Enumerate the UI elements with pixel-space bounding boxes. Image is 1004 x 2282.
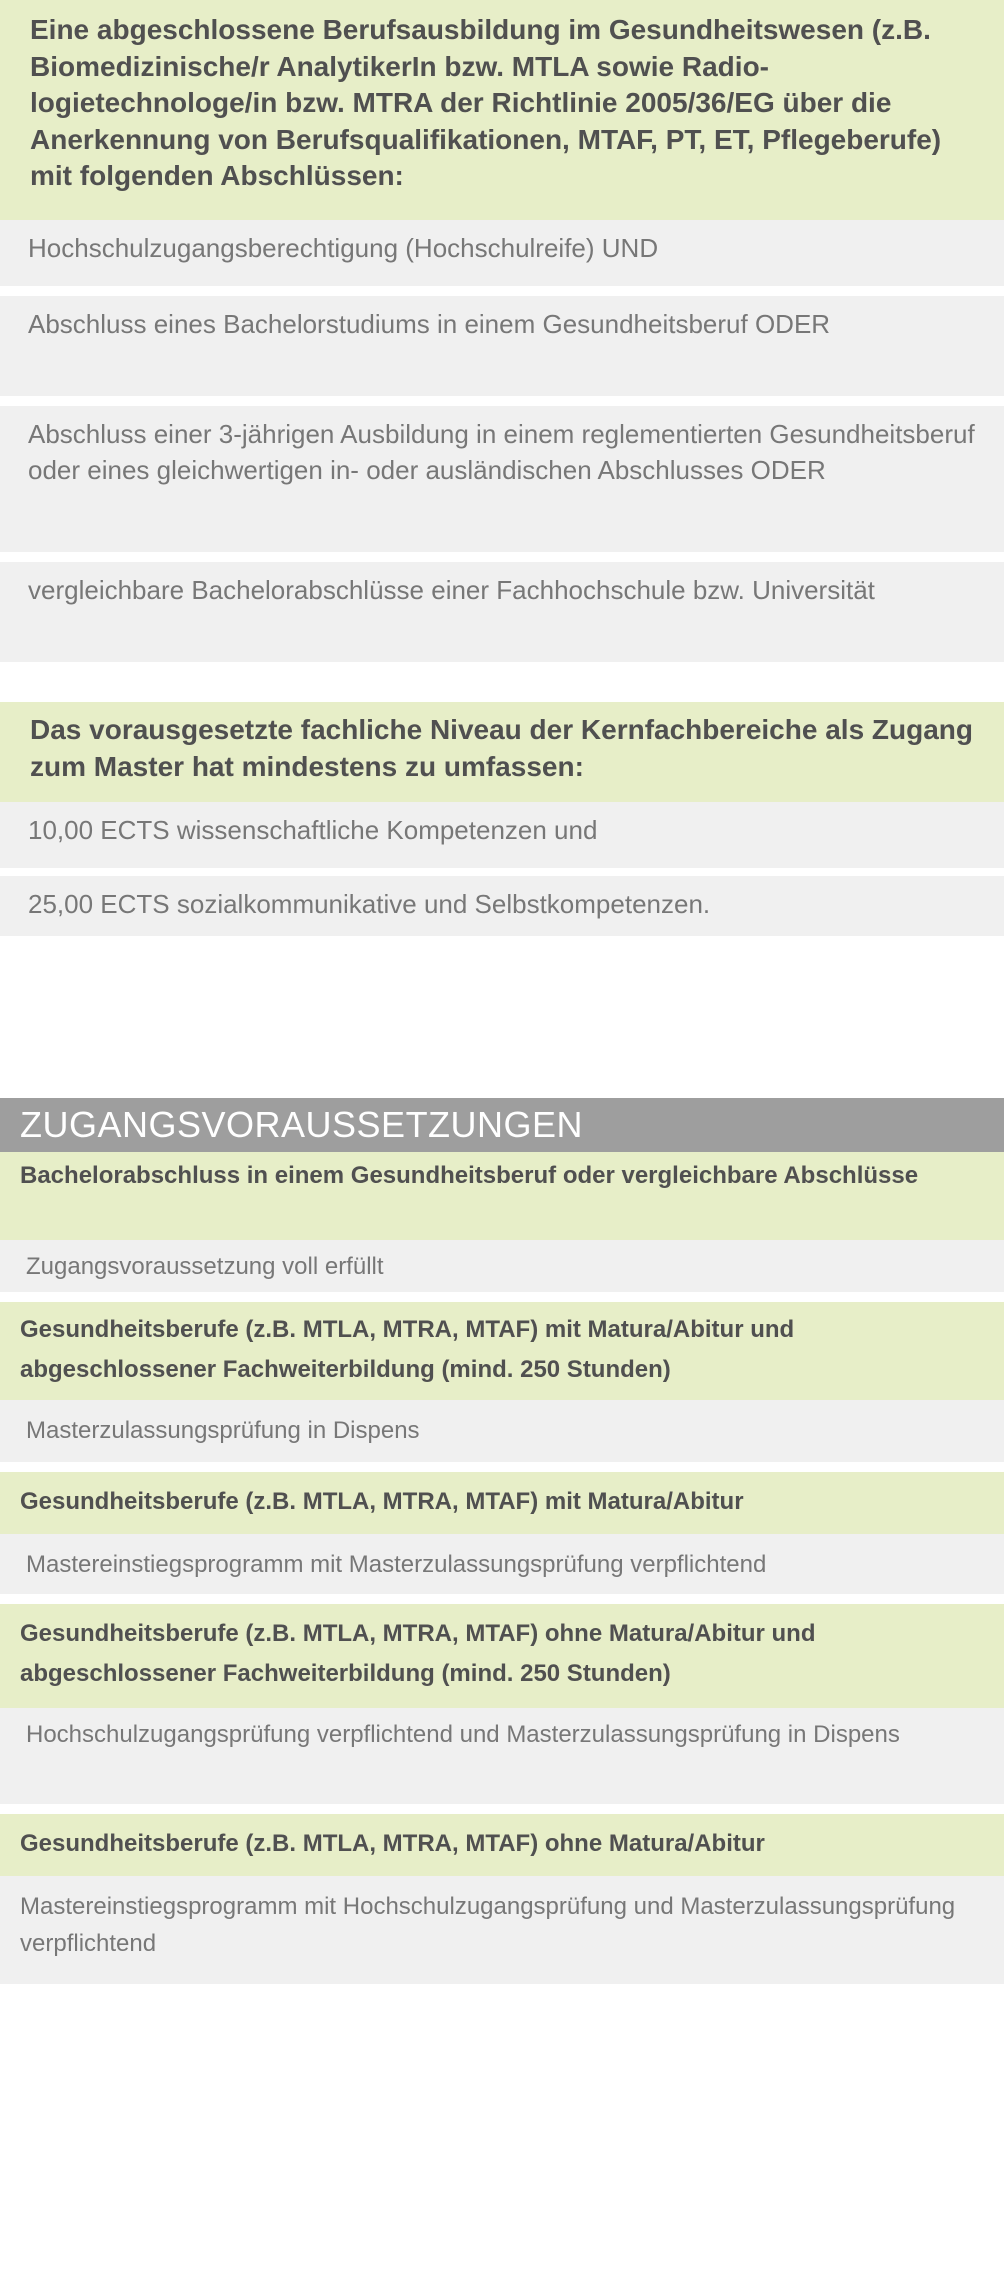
requirement-heading: Gesundheitsberufe (z.B. MTLA, MTRA, MTAF) mit Matura/Abitur und abgeschlossener Fachweiterbildung (mind. 250 Stunden) (0, 1302, 1004, 1400)
section-title: ZUGANGSVORAUSSETZUNGEN (0, 1098, 1004, 1152)
requirement-text: Hochschulzugangsprüfung verpflichtend und Masterzulassungsprüfung in Dispens (0, 1708, 1004, 1804)
group2-heading: Das vorausgesetzte fachliche Niveau der Kernfachbereiche als Zugang zum Master hat mindestens zu umfassen: (0, 702, 1004, 802)
group2-item: 10,00 ECTS wissenschaftliche Kompetenzen und (0, 802, 1004, 868)
group1-heading: Eine abgeschlossene Berufsausbildung im Gesundheitswesen (z.B. Biomedizinische/r AnalytikerIn bzw. MTLA sowie Radio-logietechnologe/in bzw. MTRA der Richtlinie 2005/36/EG über die Anerkennung von Berufsqualifikationen, MTAF, PT, ET, Pflegeberufe) mit folgenden Abschlüssen: (0, 0, 1004, 220)
group1-item: Abschluss einer 3-jährigen Ausbildung in einem reglementierten Gesundheitsberuf oder eines gleichwertigen in- oder ausländischen Abschlusses ODER (0, 406, 1004, 552)
requirement-heading: Gesundheitsberufe (z.B. MTLA, MTRA, MTAF) mit Matura/Abitur (0, 1472, 1004, 1534)
requirement-heading: Bachelorabschluss in einem Gesundheitsberuf oder vergleichbare Abschlüsse (0, 1152, 1004, 1240)
requirement-text: Zugangsvoraussetzung voll erfüllt (0, 1240, 1004, 1292)
group1-item: Abschluss eines Bachelorstudiums in einem Gesundheitsberuf ODER (0, 296, 1004, 396)
requirement-text: Mastereinstiegsprogramm mit Hochschulzugangsprüfung und Masterzulassungsprüfung verpflichtend (0, 1876, 1004, 1984)
group1-item: Hochschulzugangsberechtigung (Hochschulreife) UND (0, 220, 1004, 286)
group1-item: vergleichbare Bachelorabschlüsse einer Fachhochschule bzw. Universität (0, 562, 1004, 662)
requirement-text: Mastereinstiegsprogramm mit Masterzulassungsprüfung verpflichtend (0, 1534, 1004, 1594)
group2-item: 25,00 ECTS sozialkommunikative und Selbstkompetenzen. (0, 876, 1004, 936)
requirement-heading: Gesundheitsberufe (z.B. MTLA, MTRA, MTAF) ohne Matura/Abitur und abgeschlossener Fachweiterbildung (mind. 250 Stunden) (0, 1604, 1004, 1708)
requirement-heading: Gesundheitsberufe (z.B. MTLA, MTRA, MTAF) ohne Matura/Abitur (0, 1814, 1004, 1876)
requirement-text: Masterzulassungsprüfung in Dispens (0, 1400, 1004, 1462)
